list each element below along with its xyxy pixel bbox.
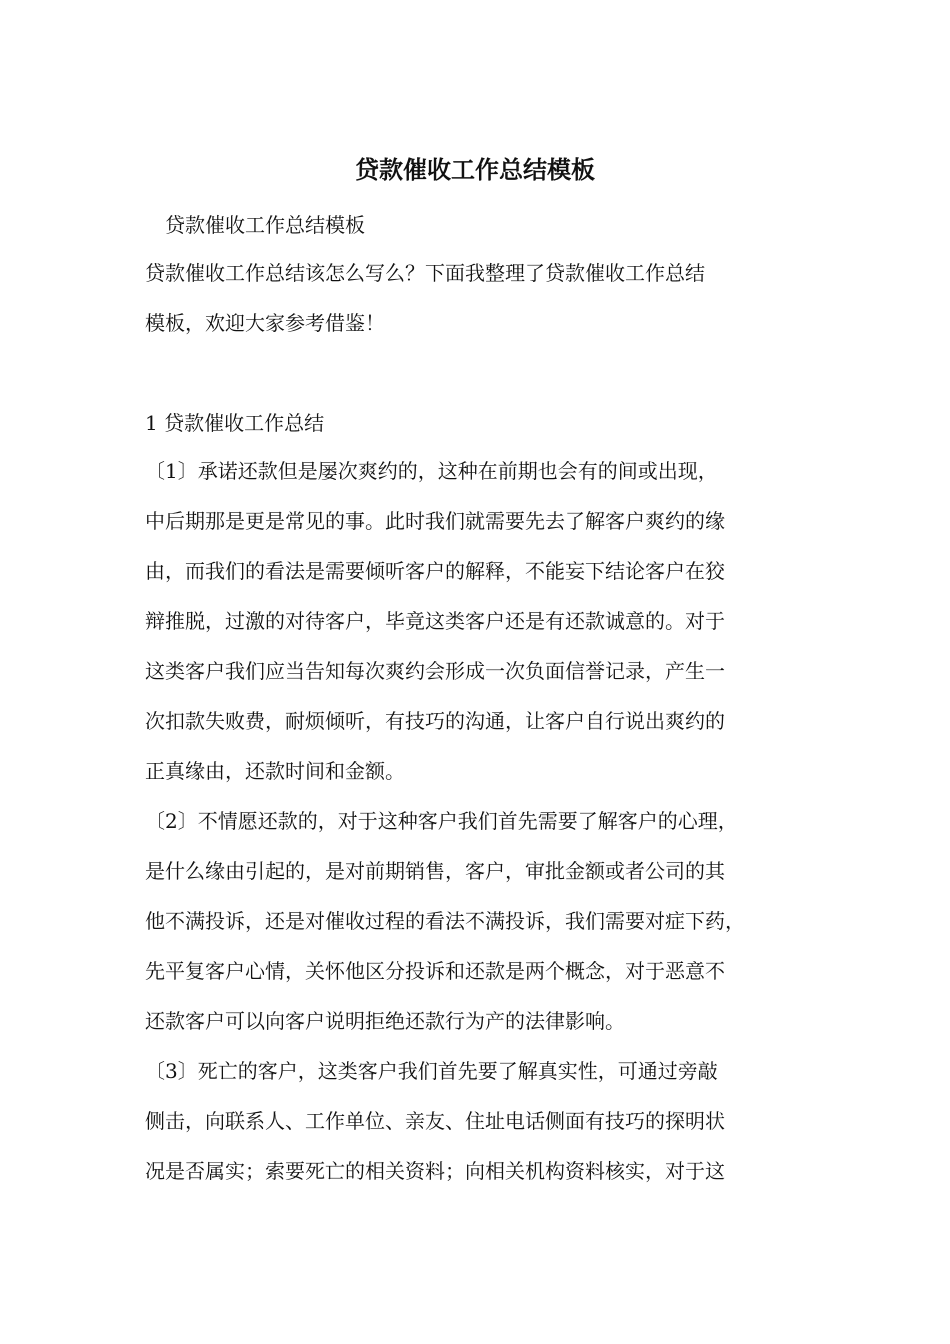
paragraph-1-line: 这类客户我们应当告知每次爽约会形成一次负面信誉记录，产生一 [145,659,725,683]
paragraph-1-line: 正真缘由，还款时间和金额。 [145,759,405,783]
paragraph-1-line: 由，而我们的看法是需要倾听客户的解释，不能妄下结论客户在狡 [145,559,725,583]
paragraph-1-line: 中后期那是更是常见的事。此时我们就需要先去了解客户爽约的缘 [145,509,725,533]
paragraph-1-line: 辩推脱，过激的对待客户，毕竟这类客户还是有还款诚意的。对于 [145,609,725,633]
paragraph-2-line: 是什么缘由引起的，是对前期销售，客户，审批金额或者公司的其 [145,859,725,883]
intro-paragraph [145,248,825,348]
paragraph-1-line: 〔1〕承诺还款但是屡次爽约的，这种在前期也会有的间或出现， [145,459,718,483]
section-heading: 1 贷款催收工作总结 [145,411,325,435]
paragraph-2-line: 他不满投诉，还是对催收过程的看法不满投诉，我们需要对症下药， [145,909,745,933]
paragraph-3 [145,1046,825,1196]
document-subtitle: 贷款催收工作总结模板 [165,213,365,237]
paragraph-1 [145,446,825,796]
paragraph-2 [145,796,825,1046]
paragraph-2-line: 先平复客户心情，关怀他区分投诉和还款是两个概念，对于恶意不 [145,959,725,983]
document-title: 贷款催收工作总结模板 [355,155,595,184]
paragraph-3-line: 〔3〕死亡的客户，这类客户我们首先要了解真实性，可通过旁敲 [145,1059,718,1083]
paragraph-2-line: 还款客户可以向客户说明拒绝还款行为产的法律影响。 [145,1009,625,1033]
intro-line-1: 贷款催收工作总结该怎么写么？下面我整理了贷款催收工作总结 [145,261,705,285]
paragraph-3-line: 侧击，向联系人、工作单位、亲友、住址电话侧面有技巧的探明状 [145,1109,725,1133]
paragraph-3-line: 况是否属实；索要死亡的相关资料；向相关机构资料核实，对于这 [145,1159,725,1183]
paragraph-1-line: 次扣款失败费，耐烦倾听，有技巧的沟通，让客户自行说出爽约的 [145,709,725,733]
paragraph-2-line: 〔2〕不情愿还款的，对于这种客户我们首先需要了解客户的心理， [145,809,738,833]
intro-line-2: 模板，欢迎大家参考借鉴！ [145,311,385,335]
